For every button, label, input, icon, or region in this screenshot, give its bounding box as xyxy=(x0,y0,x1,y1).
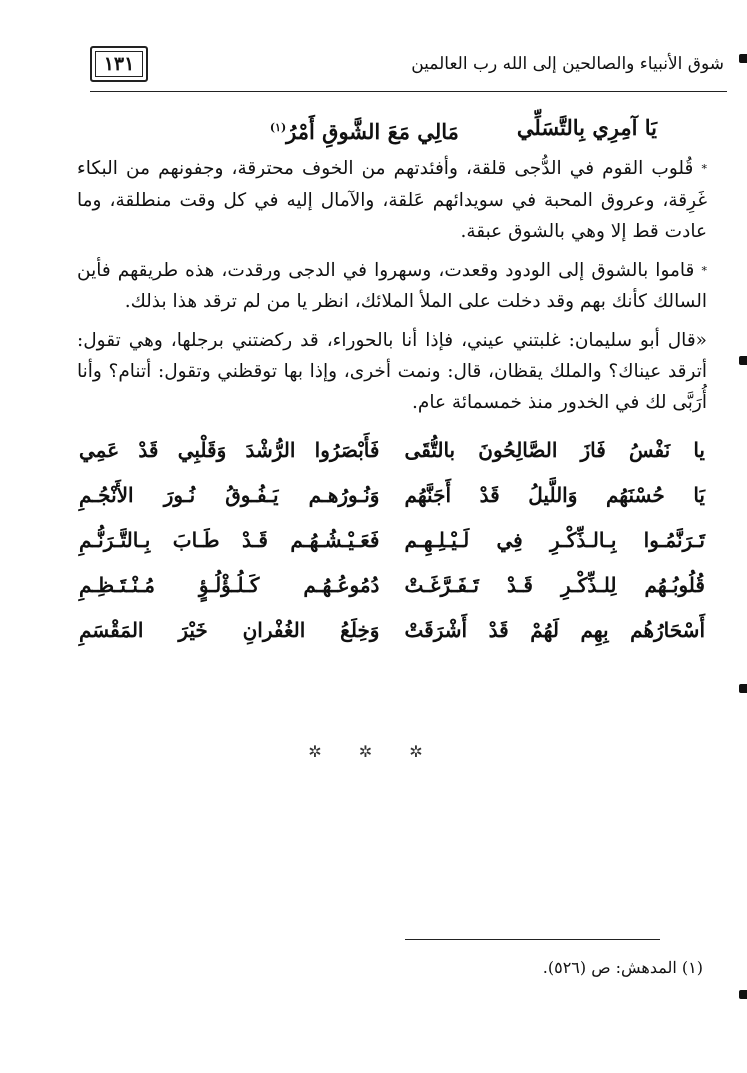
poem-right-hemistich: قُلُوبُـهُم لِلـذِّكْـرِ قَـدْ تَـفَـرَّغَـتْ xyxy=(404,573,705,597)
poem-left-hemistich: وَنُـورُهـم يَـفُـوقُ نُـورَ الأَنْجُـمِ xyxy=(79,483,380,507)
page-edge-mark xyxy=(739,54,747,63)
paragraph-text: «قال أبو سليمان: غلبتني عيني، فإذا أنا بالحوراء، قد ركضتني برجلها، وهي تقول: أترقد عيناك؟ والملك يقظان، قال: ونمت أخرى، وإذا بها توقظني وتقول: أتنام؟ وأنا أُرَبَّى لك في الخدور منذ خمسمائة عام. xyxy=(77,330,707,413)
poem-verse xyxy=(77,608,707,653)
poem-right-hemistich: يا نَفْسُ فَازَ الصَّالِحُونَ بالتُّقَى xyxy=(404,438,705,462)
poem-right-hemistich: يَا حُسْنَهُم وَاللَّيلُ قَدْ أَجَنَّهُم xyxy=(404,483,705,507)
verse-title-second-hemistich: مَالِي مَعَ الشَّوقِ أَمْرُ$^{(١)}$ xyxy=(269,119,459,144)
verse-title-first-hemistich: يَا آمِرِي بِالتَّسَلِّي xyxy=(516,115,657,140)
poem-verse xyxy=(77,518,707,563)
paragraph-2 xyxy=(77,255,707,318)
poem-right-hemistich: أَسْحَارُهُم بِهِم لَهُمْ قَدْ أَشْرَقَتْ xyxy=(404,618,705,642)
main-text xyxy=(77,112,707,653)
page-edge-mark xyxy=(739,990,747,999)
section-separator: ✲ ✲ ✲ xyxy=(308,742,439,761)
paragraph-text: قُلوب القوم في الدُّجى قلقة، وأفئدتهم من الخوف محترقة، وجفونهم من البكاء غَرِقة، وعروق المحبة في سويدائهم عَلقة، والآمال إليه في كل وقت منطلقة، وما عادت قط إلا وهي بالشوق عبقة. xyxy=(77,158,707,242)
poem xyxy=(77,428,707,653)
poem-left-hemistich: دُمُوعُـهُـم كَـلُـؤْلُـؤٍ مُـنْـتَـظِـمِ xyxy=(79,573,380,597)
poem-left-hemistich: فَعَـيْـشُـهُـم قَـدْ طَـابَ بِـالتَّـرَنُّـمِ xyxy=(79,528,380,552)
footnote-reference[interactable]: (١) xyxy=(269,121,287,134)
paragraph-text: قاموا بالشوق إلى الودود وقعدت، وسهروا في الدجى ورقدت، هذه طريقهم فأين السالك كأنك بهم وقد دخلت على الملأ الملائك، انظر يا من لم ترقد هذا بذلك. xyxy=(77,259,707,312)
paragraph-bullet: * xyxy=(701,162,707,176)
poem-left-hemistich: فَأَبْصَرُوا الرُّشْدَ وَقَلْبِي قَدْ عَمِي xyxy=(79,438,380,462)
paragraph-bullet: * xyxy=(701,264,707,277)
footnote-divider xyxy=(405,939,660,940)
poem-verse xyxy=(77,473,707,518)
page-header xyxy=(90,42,724,90)
paragraph-3-quote xyxy=(77,325,707,418)
page-number: ١٣١ xyxy=(90,46,148,82)
running-title: شوق الأنبياء والصالحين إلى الله رب العالمين xyxy=(411,54,724,74)
poem-left-hemistich: وَخِلَعُ الغُفْرانِ خَيْرَ المَقْسَمِ xyxy=(79,618,380,642)
page-edge-mark xyxy=(739,684,747,693)
page-edge-mark xyxy=(739,356,747,365)
verse-title xyxy=(77,112,707,147)
poem-verse xyxy=(77,563,707,608)
header-divider xyxy=(90,91,727,92)
poem-right-hemistich: تَـرَنَّمُـوا بِـالـذِّكْـرِ فِي لَـيْـلِـهِـم xyxy=(404,528,705,552)
poem-verse xyxy=(77,428,707,473)
paragraph-1 xyxy=(77,153,707,247)
footnote: (١) المدهش: ص (٥٢٦). xyxy=(542,958,703,977)
